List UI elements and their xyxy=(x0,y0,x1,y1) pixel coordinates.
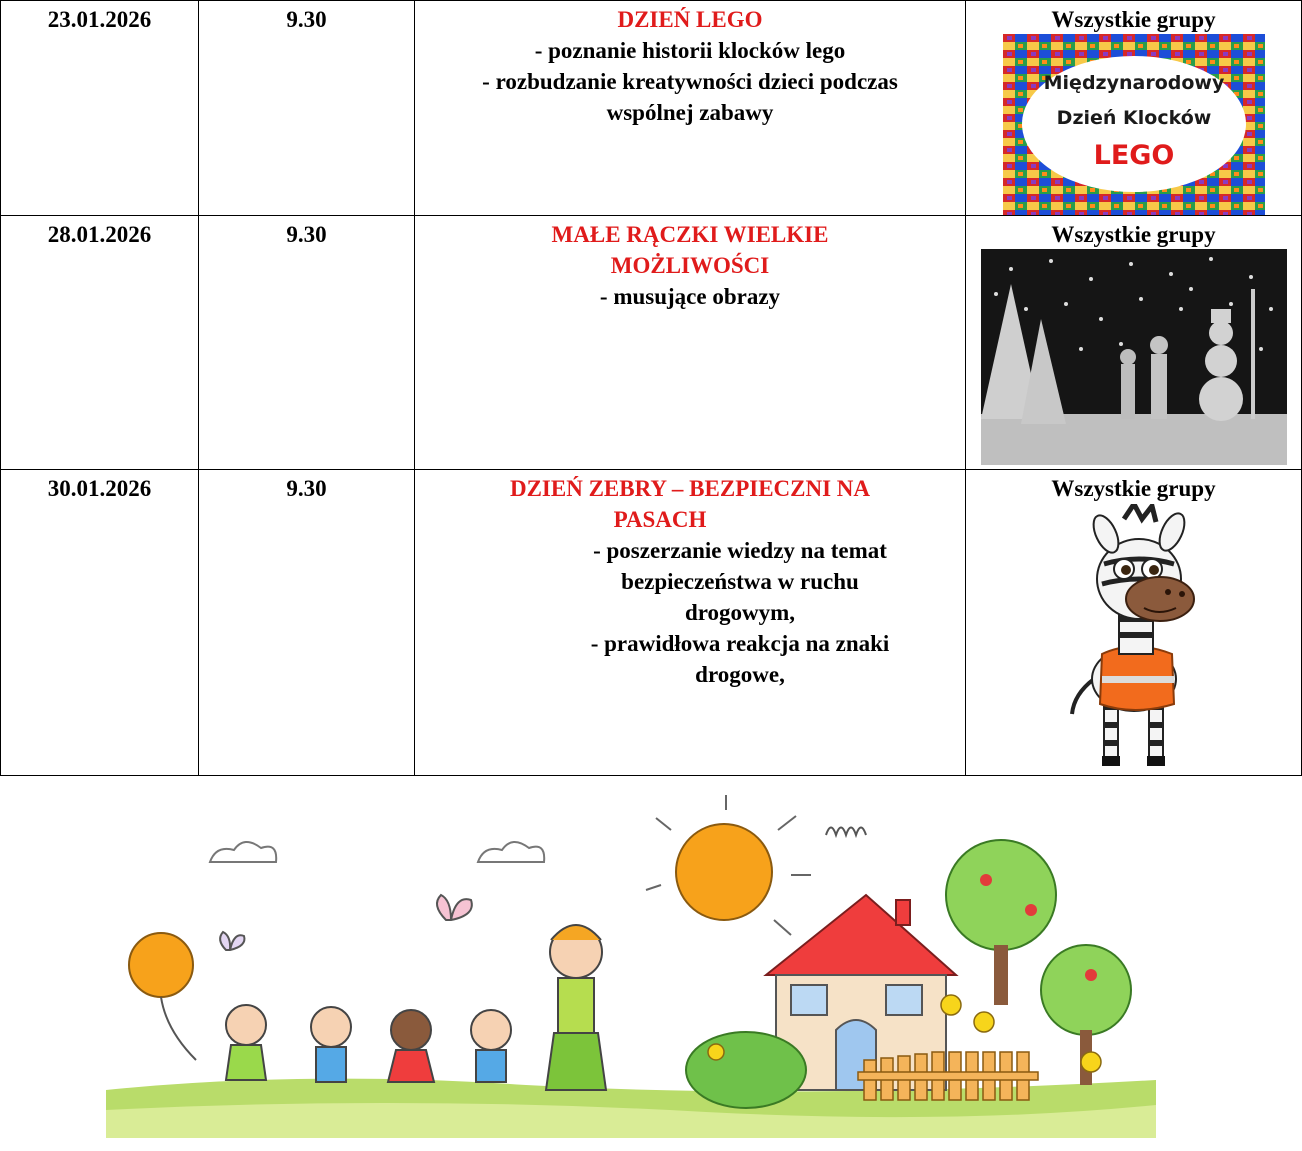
date-cell xyxy=(1,470,199,776)
winter-painting-image xyxy=(981,249,1287,465)
poster-text: LEGO xyxy=(1093,140,1174,171)
event-title: DZIEŃ LEGO xyxy=(617,7,763,32)
poster-text: Międzynarodowy xyxy=(1043,72,1224,94)
zebra-cartoon-image xyxy=(1064,504,1204,774)
event-detail: - poznanie historii klocków lego xyxy=(534,38,846,63)
time-cell xyxy=(199,470,415,776)
event-date: 28.01.2026 xyxy=(47,222,152,247)
event-title: PASACH xyxy=(613,507,707,532)
time-cell xyxy=(199,1,415,216)
kids-house-illustration xyxy=(106,790,1156,1138)
event-time: 9.30 xyxy=(286,7,327,32)
group-label: Wszystkie grupy xyxy=(1051,476,1216,501)
event-detail: drogowym, xyxy=(684,600,796,625)
event-date: 30.01.2026 xyxy=(47,476,152,501)
group-cell xyxy=(966,216,1302,470)
event-time: 9.30 xyxy=(286,222,327,247)
table-row xyxy=(1,470,1302,776)
group-cell xyxy=(966,1,1302,216)
lego-poster-image xyxy=(1003,34,1265,215)
event-time: 9.30 xyxy=(286,476,327,501)
event-title: MAŁE RĄCZKI WIELKIE xyxy=(551,222,829,247)
group-cell xyxy=(966,470,1302,776)
event-detail: - poszerzanie wiedzy na temat xyxy=(593,538,887,563)
description-cell xyxy=(415,216,966,470)
description-cell xyxy=(415,470,966,776)
table-row xyxy=(1,216,1302,470)
description-cell xyxy=(415,1,966,216)
date-cell xyxy=(1,1,199,216)
event-detail: wspólnej zabawy xyxy=(606,100,774,125)
event-date: 23.01.2026 xyxy=(47,7,152,32)
group-label: Wszystkie grupy xyxy=(1051,7,1216,32)
date-cell xyxy=(1,216,199,470)
event-detail: - rozbudzanie kreatywności dzieci podczas xyxy=(482,69,898,94)
event-detail: drogowe, xyxy=(695,662,785,687)
event-detail: - prawidłowa reakcja na znaki xyxy=(590,631,890,656)
table-row xyxy=(1,1,1302,216)
poster-text: Dzień Klocków xyxy=(1056,107,1211,129)
group-label: Wszystkie grupy xyxy=(1051,222,1216,247)
time-cell xyxy=(199,216,415,470)
event-detail: - musujące obrazy xyxy=(599,284,781,309)
event-title: DZIEŃ ZEBRY – BEZPIECZNI NA xyxy=(509,476,871,501)
event-detail: bezpieczeństwa w ruchu xyxy=(621,569,859,594)
event-title: MOŻLIWOŚCI xyxy=(610,253,770,278)
